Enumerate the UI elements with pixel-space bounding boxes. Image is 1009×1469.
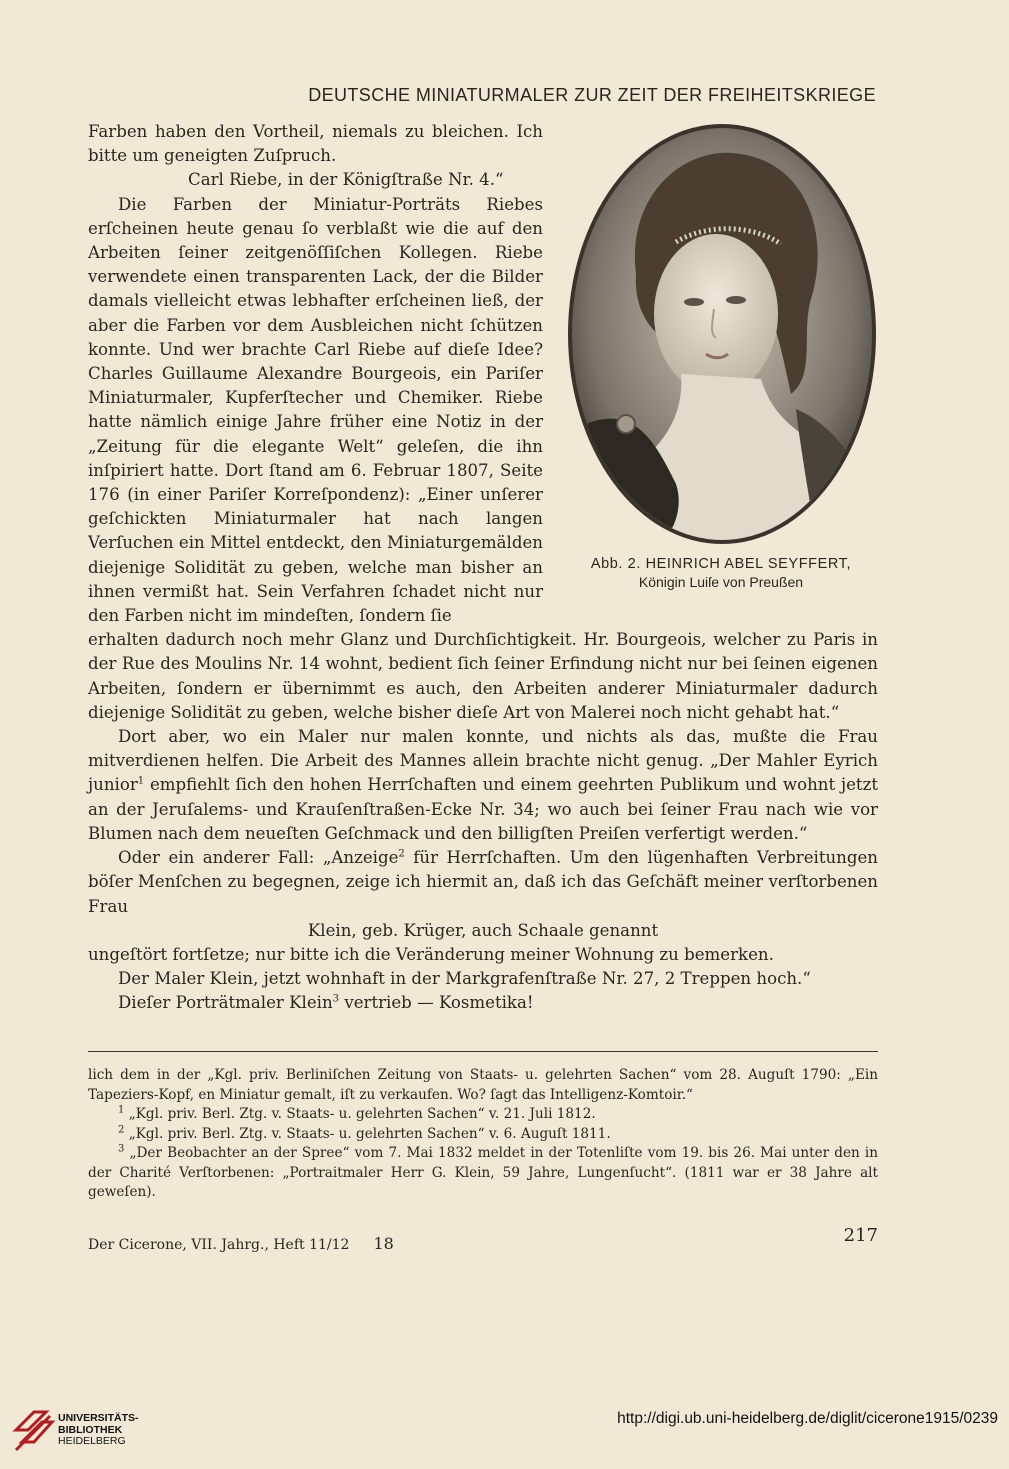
footnote-ref: 1	[137, 775, 145, 787]
footnote-mark: 1	[118, 1104, 125, 1116]
paragraph: Der Maler Klein, jetzt wohnhaft in der Markgrafenſtraße Nr. 27, 2 Treppen hoch.“	[118, 969, 811, 989]
footnote-mark: 3	[118, 1143, 125, 1155]
footnote	[88, 1144, 878, 1203]
caption-line-2: Königin Luiſe von Preußen	[638, 574, 804, 590]
library-line-3: HEIDELBERG	[58, 1435, 126, 1447]
library-name	[58, 1413, 139, 1448]
footnotes	[88, 1066, 878, 1203]
text-run: für Herrſchaften. Um den lügenhaften Verbreitungen böſer Menſchen zu begegnen, zeige ich hiermit an, daß ich das Geſchäft meiner verſtorbenen Frau	[88, 848, 878, 916]
text-run: Oder ein anderer Fall: „Anzeige	[118, 848, 399, 868]
footnote-mark: 2	[118, 1123, 125, 1135]
footnote	[88, 1125, 878, 1145]
footnote	[88, 1105, 878, 1125]
caption-line-1: Abb. 2. HEINRICH ABEL SEYFFERT,	[590, 556, 852, 572]
permalink-url[interactable]: http://digi.ub.uni-heidelberg.de/diglit/cicerone1915/0239	[617, 1410, 998, 1427]
footnote-ref: 3	[332, 993, 340, 1005]
footnote-text: „Kgl. priv. Berl. Ztg. v. Staats- u. gelehrten Sachen“ v. 21. Juli 1812.	[124, 1106, 596, 1122]
sheet-number: 18	[373, 1234, 394, 1253]
footnote-divider	[88, 1051, 878, 1052]
footnote-continuation: lich dem in der „Kgl. priv. Berliniſchen Zeitung von Staats- u. gelehrten Sachen“ vom 28. Auguſt 1790: „Ein Tapeziers-Kopf, en Miniatur gemalt, iſt zu verkaufen. Wo? ſagt das Intelligenz-Komtoir.“	[88, 1067, 878, 1103]
paragraph: Farben haben den Vortheil, niemals zu bleichen. Ich bitte um geneigten Zuſpruch.	[88, 122, 543, 166]
footnote-text: „Der Beobachter an der Spree“ vom 7. Mai 1832 meldet in der Totenliſte vom 19. bis 26. Mai unter den in der Charité Verſtorbenen: „Portraitmaler Herr G. Klein, 59 Jahre, Lungenſucht“. (1811 war er 38 Jahre alt geweſen).	[88, 1145, 878, 1200]
library-line-2: BIBLIOTHEK	[58, 1423, 123, 1436]
text-run: Dieſer Porträtmaler Klein	[118, 993, 333, 1013]
centered-line: Klein, geb. Krüger, auch Schaale genannt	[307, 920, 659, 940]
paragraph-continued: erhalten dadurch noch mehr Glanz und Durchſichtigkeit. Hr. Bourgeois, welcher zu Paris in der Rue des Moulins Nr. 14 wohnt, bedient ſich ſeiner Erfindung nicht nur bei ſeinen eigenen Arbeiten, ſondern er übernimmt es auch, den Arbeiten anderer Miniaturmaler dadurch diejenige Solidität zu geben, welche bisher dieſe Art von Malerei noch nicht gehabt hat.“	[88, 630, 878, 722]
paragraph	[88, 725, 878, 846]
journal-citation: Der Cicerone, VII. Jahrg., Heft 11/12	[88, 1237, 350, 1253]
text-run: vertrieb — Kosmetika!	[339, 993, 534, 1013]
running-title: DEUTSCHE MINIATURMALER ZUR ZEIT DER FREIHEITSKRIEGE	[308, 85, 876, 105]
body-text	[88, 120, 878, 1016]
paragraph	[88, 991, 878, 1015]
footnote-text: „Kgl. priv. Berl. Ztg. v. Staats- u. gelehrten Sachen“ v. 6. Auguſt 1811.	[124, 1125, 611, 1142]
signature-line: Carl Riebe, in der Königſtraße Nr. 4.“	[188, 170, 504, 190]
footnote-ref: 2	[398, 848, 405, 860]
paragraph	[88, 846, 878, 919]
library-line-1: UNIVERSITÄTS-	[58, 1412, 139, 1424]
page-number: 217	[843, 1225, 878, 1246]
journal-footer	[88, 1234, 394, 1253]
paragraph: Die Farben der Miniatur-Porträts Riebes erſcheinen heute genau ſo verblaßt wie die auf den Arbeiten ſeiner zeitgenöſſiſchen Kollegen. Riebe verwendete einen transparenten Lack, der die Bilder damals vielleicht etwas lebhafter erſcheinen ließ, der aber die Farben vor dem Ausbleichen nicht ſchützen konnte. Und wer brachte Carl Riebe auf dieſe Idee? Charles Guillaume Alexandre Bourgeois, ein Pariſer Miniaturmaler, Kupferſtecher und Chemiker. Riebe hatte nämlich einige Jahre früher eine Notiz in der „Zeitung für die elegante Welt“ geleſen, die ihn inſpiriert hatte. Dort ſtand am 6. Februar 1807, Seite 176 (in einer Pariſer Korreſpondenz): „Einer unſerer geſchickten Miniaturmaler hat nach langen Verſuchen ein Mittel entdeckt, den Miniaturgemälden diejenige Solidität zu geben, welche man bisher an ihnen vermißt hat. Sein Verfahren ſchadet nicht nur den Farben nicht im mindeſten, ſondern ſie	[88, 194, 543, 626]
text-run: Dort aber, wo ein Maler nur malen konnte, und nichts als das, mußte die Frau mitverdienen helfen. Die Arbeit des Mannes allein brachte nicht genug. „Der Mahler Eyrich junior	[88, 727, 878, 795]
text-run: empfiehlt ſich den hohen Herrſchaften und einem geehrten Publikum und wohnt jetzt an der Jeruſalems- und Krauſenſtraßen-Ecke Nr. 34; wo auch bei ſeiner Frau nach wie vor Blumen nach dem neueſten Geſchmack und den billigſten Preiſen verfertigt werden.“	[88, 775, 878, 843]
paragraph-continued: ungeſtört fortſetze; nur bitte ich die Veränderung meiner Wohnung zu bemerken.	[88, 944, 774, 964]
